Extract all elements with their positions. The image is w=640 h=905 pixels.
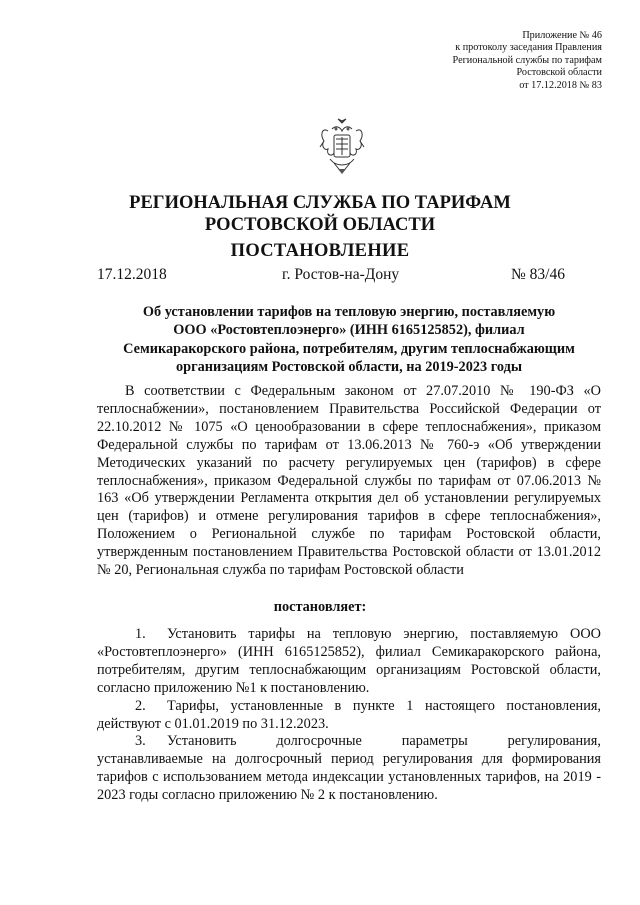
preamble-paragraph: В соответствии с Федеральным законом от 27.07.2010 № 190-ФЗ «О теплоснабжении», постановлением Правительства Российской Федерации от 22.10.2012 № 1075 «О ценообразовании в сфере теплоснабжения», приказом Федеральной службы по тарифам от 13.06.2013 № 760-э «Об утверждении Методических указаний по расчету регулируемых цен (тарифов) в сфере теплоснабжения», приказом Федеральной службы по тарифам от 07.06.2013 № 163 «Об утверждении Регламента открытия дел об установлении регулируемых цен (тарифов) и отмене регулирования тарифов в сфере теплоснабжения», Положением о Региональной службе по тарифам Ростовской области, утвержденным постановлением Правительства Ростовской области от 13.01.2012 № 20, Региональная служба по тарифам Ростовской области	[97, 383, 601, 579]
resolution-items	[97, 626, 601, 805]
agency-title-line1: РЕГИОНАЛЬНАЯ СЛУЖБА ПО ТАРИФАМ	[129, 193, 511, 213]
appendix-line: Приложение № 46	[522, 30, 602, 41]
appendix-line: Региональной службы по тарифам	[452, 54, 602, 66]
item-number: 2.	[135, 697, 146, 714]
item-number: 3.	[135, 733, 146, 750]
item-number: 1.	[135, 626, 146, 642]
subject-line: Об установлении тарифов на тепловую энергию, поставляемую	[142, 304, 556, 320]
item-word: Установить	[167, 733, 237, 750]
appendix-line: Ростовской области	[516, 67, 602, 79]
subject-line: Семикаракорского района, потребителям, другим теплоснабжающим	[123, 340, 575, 357]
appendix-reference	[342, 30, 602, 92]
document-number: № 83/46	[511, 266, 565, 283]
item-text: Установить тарифы на тепловую энергию, поставляемую ООО «Ростовтеплоэнерго» (ИНН 6165125852), филиал Семикаракорского района, потребителям, другим теплоснабжающим организациям Ростовской области, согласно приложению №1 к постановлению.	[97, 626, 601, 696]
item-first-line	[97, 733, 601, 751]
resolution-item	[97, 733, 601, 805]
document-date: 17.12.2018	[97, 266, 167, 283]
coat-of-arms-icon	[318, 117, 366, 175]
resolves-heading: постановляет:	[273, 599, 367, 615]
subject-line: ООО «Ростовтеплоэнерго» (ИНН 6165125852), филиал	[173, 322, 525, 339]
subject-line: организациям Ростовской области, на 2019-2023 годы	[176, 359, 522, 376]
document-city: г. Ростов-на-Дону	[282, 266, 400, 283]
item-word: регулирования,	[507, 733, 601, 750]
appendix-line: к протоколу заседания Правления	[455, 42, 602, 54]
resolution-item	[97, 698, 601, 734]
item-text: Тарифы, установленные в пункте 1 настоящего постановления, действуют с 01.01.2019 по 31.12.2023.	[97, 697, 601, 732]
resolution-item	[97, 626, 601, 698]
agency-title	[0, 192, 640, 236]
item-word: долгосрочные	[276, 733, 362, 750]
document-type: ПОСТАНОВЛЕНИЕ	[230, 241, 410, 261]
item-word: параметры	[401, 733, 468, 750]
agency-title-line2: РОСТОВСКОЙ ОБЛАСТИ	[204, 215, 436, 235]
item-text: устанавливаемые на долгосрочный период регулирования для формирования тарифов с использованием метода индексации установленных тарифов, на 2019 - 2023 годы согласно приложению № 2 к постановлению.	[97, 751, 601, 804]
document-subject	[97, 303, 601, 377]
appendix-line: от 17.12.2018 № 83	[519, 79, 602, 91]
